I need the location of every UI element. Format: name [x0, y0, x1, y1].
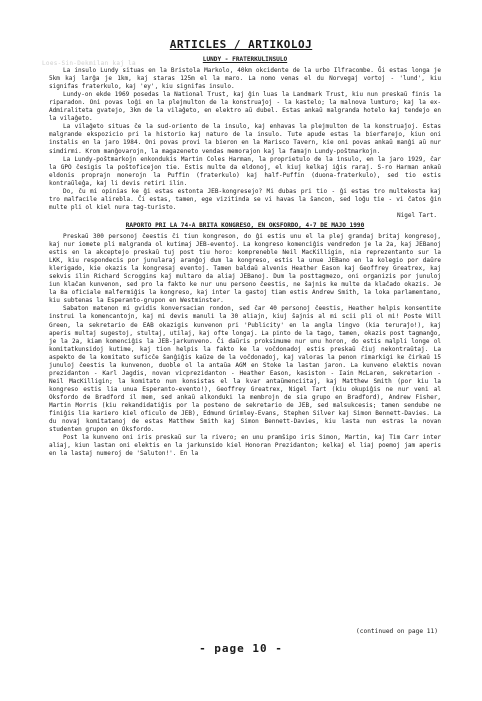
- article-body: [49, 54, 441, 458]
- paragraph: Lundy-on ekde 1969 posedas la National Trust, kaj ĝin luas la Landmark Trust, kiu nun preskaŭ finis la riparadon. Oni povas loĝi en la plejmulton de la konstruaĵoj - la kastelo; la malnova lumturo; kaj la ex-Admiraliteta gvatejo, 3km de la vilaĝeto, en elektro aŭ dubel. Estas ankaŭ malgranda hotelo kaj tendejo en la vilaĝeto.: [49, 91, 441, 123]
- paragraph: Post la kunveno oni iris preskaŭ sur la rivero; en unu pramŝipo iris Simon, Martin, kaj Tim Carr inter aliaj, kiun lastan oni elektis en la jarkunsido kiel Honoran Prezidanton; kelkaj el liaj poemoj jam aperis en la lastaj numeroj de 'Saluton!'. En la: [49, 434, 441, 458]
- paragraph: Sabaton matenon mi gvidis konversacian rondon, sed ĉar 40 personoj ĉeestis, Heather helpis konsentite instrui la komencantojn, kaj mi devis manuli la 30 aliajn, kiuj ŝajnis al mi scii pli ol mi! Poste Will Green, la sekretario de EAB okazigis kunvenon pri 'Publicity' en la angla lingvo (kia teruraĵo!), kaj aperis multaj sugestoj, stultaj, utilaj, kaj ofte longaj. La pinto de la tago, tamen, okazis post tagmanĝo, je la 2a, kiam komenciĝis la JEB-jarkunveno. Ĉi daŭris proksimume nur unu horon, do estis malpli longe ol komitatkunsidoj kutime, kaj tion helpis la fakto ke la voĉdonadoj estis preskaŭ ĉiuj nekontraŭtaj. La aspekto de la komitato suficĉe ŝanĝiĝis kaŭze de la voĉdonadoj, kaj valoras la penon rimarkigi ke ĉirkaŭ 15 junuloj ĉeestis la kunvenon, duoble ol la antaŭa AGM en Stoke la lastan jaron. La kunveno elektis novan prezidanton - Karl Jagdis, novan vicprezidanton - Heather Eason, kasiston - Iain McLaren, sekretarion - Neil MacKilligin; la komitato nun konsistas el la kvar antaŭmenciitaj, kaj Matthew Smith (por kiu la kongreso estis lia unua Esperanto-evento!), Geoffrey Greatrex, Nigel Tart (kiu okupiĝis ne nur veni al Oksfordo de Bradford il mem, sed ankaŭ alkonduki la membrojn de sia grupo en Bradford), Andrew Fisher, Martin Morris (kiu rekandidatiĝis por la posteno de sekretario de JEB, sed malsukcesis; tamen sendube ne finiĝis lia kariero kiel oficulo de JEB), Edmund Grimley-Evans, Stephen Silver kaj Simon Bennett-Davies. La du novaj komitatanoj de estas Matthew Smith kaj Simon Bennett-Davies, kiu lasta nun estras la novan studenten grupon en Oksfordo.: [49, 305, 441, 434]
- continued-note: (continued on page 11): [356, 628, 438, 635]
- paragraph: La vilaĝeto situas ĉe la sud-oriento de la insulo, kaj enhavas la plejmulton de la konstruaĵoj. Estas malgrande ekspozicio pri la historio kaj naturo de la insulo. Tute apude estas la bierfarejo, kiun oni instalis en la jaro 1984. Oni povas provi la bieron en la Marisco Tavern, kie oni povas ankaŭ manĝi aŭ nur simdirmi. Krom manĝovarojn, la magazeneto vendas memorajon kaj la famajn Lundy-poŝtmarkojn.: [49, 123, 441, 155]
- page-number: - page 10 -: [199, 642, 283, 655]
- section-title-lundy: LUNDY - FRATERKULINSULO: [202, 56, 288, 63]
- paragraph: Do, ĉu mi opinias ke ĝi estas estonta JEB-kongresejo? Mi dubas pri tio - ĝi estas tro multekosta kaj tro malfacile alirebla. Ĉi estas, tamen, ege vizitinda se vi havas la ŝancon, sed loĝu tie - vi ĉatos ĝin multe pli ol kiel nura tag-turisto.: [49, 187, 441, 211]
- show-through-text: Loes-Sin-Dekmilan kaj la: [42, 60, 136, 67]
- author-signature: Nigel Tart.: [396, 211, 437, 219]
- paragraph: Preskaŭ 300 personoj ĉeestis ĉi tiun kongreson, do ĝi estis unu el la plej grandaj britaj kongresoj, kaj nur iomete pli malgranda ol kutimaj JEB-eventoj. La kongreso komenciĝis vendredon je la 2a, kaj JEBanoj estis en la akceptejo preskaŭ tuj post tiu horo: kompreneble Neil MacKilligin, nia reprezentanto sur la LKK, kiu respondecis por junularaj aranĝoj dum la kongreso, estis la unue JEBano en la kolegio por daŭre klerigado, kie okazis la kongresaj eventoj. Tamen baldaŭ alvenis Heather Eason kaj Geoffrey Greatrex, kaj sekvis ilin Richard Scroggins kaj multaro da aliaj JEBanoj. Dum la posttagmezo, oni organizis por junuloj iun klaĉan kunvenon, sed pro la fakto ke nur unu persono ĉeestis, ne ŝajnis ke multe da klaĉado okazis. Je la 8a oficiale malfermiĝis la kongreso, kaj inter la gastoj tiam estis Andrew Smith, la loka parlamentano, kiu subtenas la Esperanto-grupon en Westminster.: [49, 232, 441, 305]
- section-title-report: RAPORTO PRI LA 74-A BRITA KONGRESO, EN OKSFORDO, 4-7 DE MAJO 1990: [125, 221, 365, 229]
- page-title: ARTICLES / ARTIKOLOJ: [169, 38, 313, 51]
- paragraph: La insulo Lundy situas en la Bristola Markolo, 40km okcidente de la urbo Ilfracombe. Ĝi estas longa je 5km kaj larĝa je 1km, kaj staras 125m el la maro. La nomo venas el du Norvegaj vortoj - 'lund', kiu signifas fraterkulo, kaj 'ey', kiu signifas insulo.: [49, 67, 441, 91]
- paragraph: La Lundy-poŝtmarkojn enkondukis Martin Coles Harman, la proprietulo de la insulo, en la jaro 1929, ĉar la GPO ĉesigis la poŝtoficejon tie. Estis multe da eldonoj, el kiuj kelkaj iĝis raraj. S-ro Harman ankaŭ eldonis proprajn monerojn la Puffin (fraterkulo) kaj half-Puffin (duona-fraterkulo), sed tio estis kontraŭleĝa, kaj li devis retiri ilin.: [49, 155, 441, 187]
- page-header: [0, 38, 482, 51]
